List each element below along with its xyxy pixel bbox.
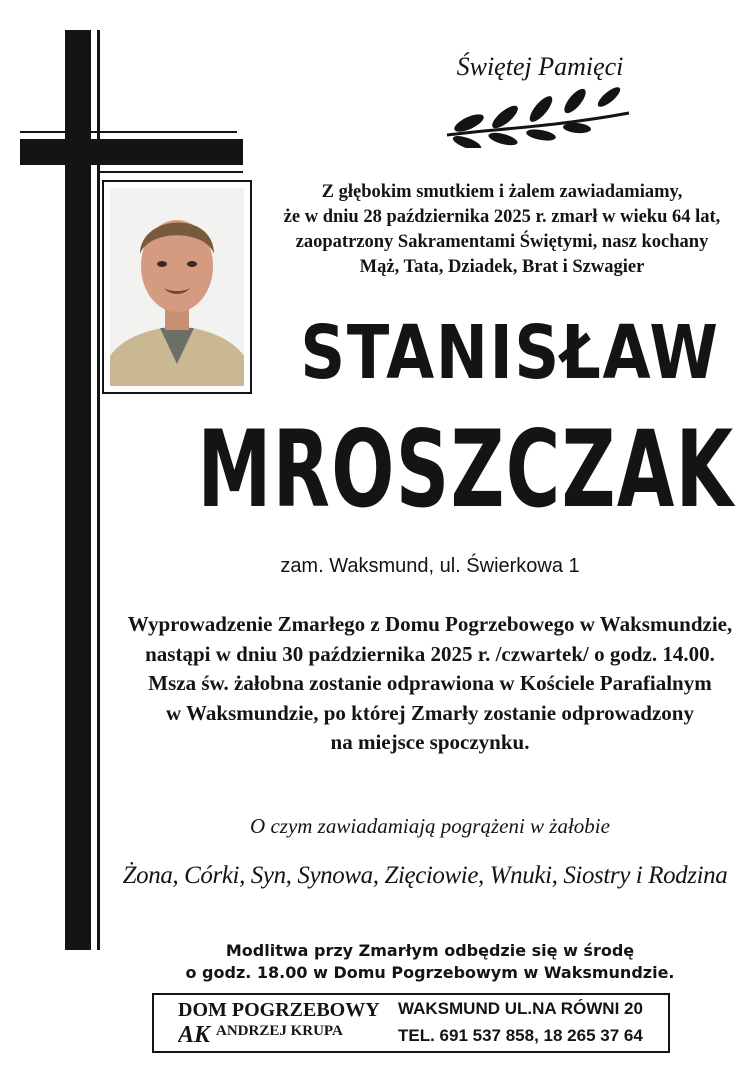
deceased-address: zam. Waksmund, ul. Świerkowa 1 xyxy=(280,555,580,577)
details-line: Msza św. żałobna zostanie odprawiona w Kościele Parafialnym xyxy=(148,671,712,695)
funeral-details xyxy=(100,610,753,758)
prayer-line: o godz. 18.00 w Domu Pogrzebowym w Waksmundzie. xyxy=(185,963,675,982)
funeral-home-name: DOM POGRZEBOWY xyxy=(178,999,380,1021)
intro-text xyxy=(262,180,742,280)
intro-line: Z głębokim smutkiem i żalem zawiadamiamy, xyxy=(321,182,683,202)
intro-line: Mąż, Tata, Dziadek, Brat i Szwagier xyxy=(359,257,645,277)
intro-line: zaopatrzony Sakramentami Świętymi, nasz kochany xyxy=(295,232,709,252)
funeral-home-logo-icon xyxy=(178,1020,212,1046)
cross-horizontal-bar xyxy=(20,139,243,165)
cross-line-vertical xyxy=(97,30,100,950)
cross-vertical-bar xyxy=(65,30,91,950)
details-line: w Waksmundzie, po której Zmarły zostanie odprowadzony xyxy=(166,700,694,725)
cross-line-top xyxy=(20,131,237,133)
funeral-home-phone[interactable]: TEL. 691 537 858, 18 265 37 64 xyxy=(398,1026,643,1045)
prayer-notice xyxy=(120,940,740,984)
deceased-last-name: MROSZCZAK xyxy=(197,408,735,531)
details-line: nastąpi w dniu 30 października 2025 r. /czwartek/ o godz. 14.00. xyxy=(145,641,715,666)
details-line: na miejsce spoczynku. xyxy=(330,730,530,754)
deceased-portrait xyxy=(110,188,244,386)
funeral-home-owner: ANDRZEJ KRUPA xyxy=(216,1023,343,1039)
details-line: Wyprowadzenie Zmarłego z Domu Pogrzebowego w Waksmundzie, xyxy=(127,612,733,636)
header-title: Świętej Pamięci xyxy=(456,52,624,81)
announcement: O czym zawiadamiają pogrążeni w żałobie xyxy=(250,814,610,838)
olive-branch-icon xyxy=(443,83,633,148)
svg-text:AK: AK xyxy=(178,1022,211,1046)
funeral-home-address: WAKSMUND UL.NA RÓWNI 20 xyxy=(398,999,643,1018)
deceased-photo-frame xyxy=(102,180,252,394)
funeral-home-box xyxy=(152,993,670,1053)
cross-line-bottom xyxy=(100,171,243,173)
deceased-first-name: STANISŁAW xyxy=(300,310,720,396)
prayer-line: Modlitwa przy Zmarłym odbędzie się w środę xyxy=(225,941,635,960)
intro-line: że w dniu 28 października 2025 r. zmarł w wieku 64 lat, xyxy=(283,207,721,227)
mourners-list: Żona, Córki, Syn, Synowa, Zięciowie, Wnuki, Siostry i Rodzina xyxy=(122,862,728,889)
